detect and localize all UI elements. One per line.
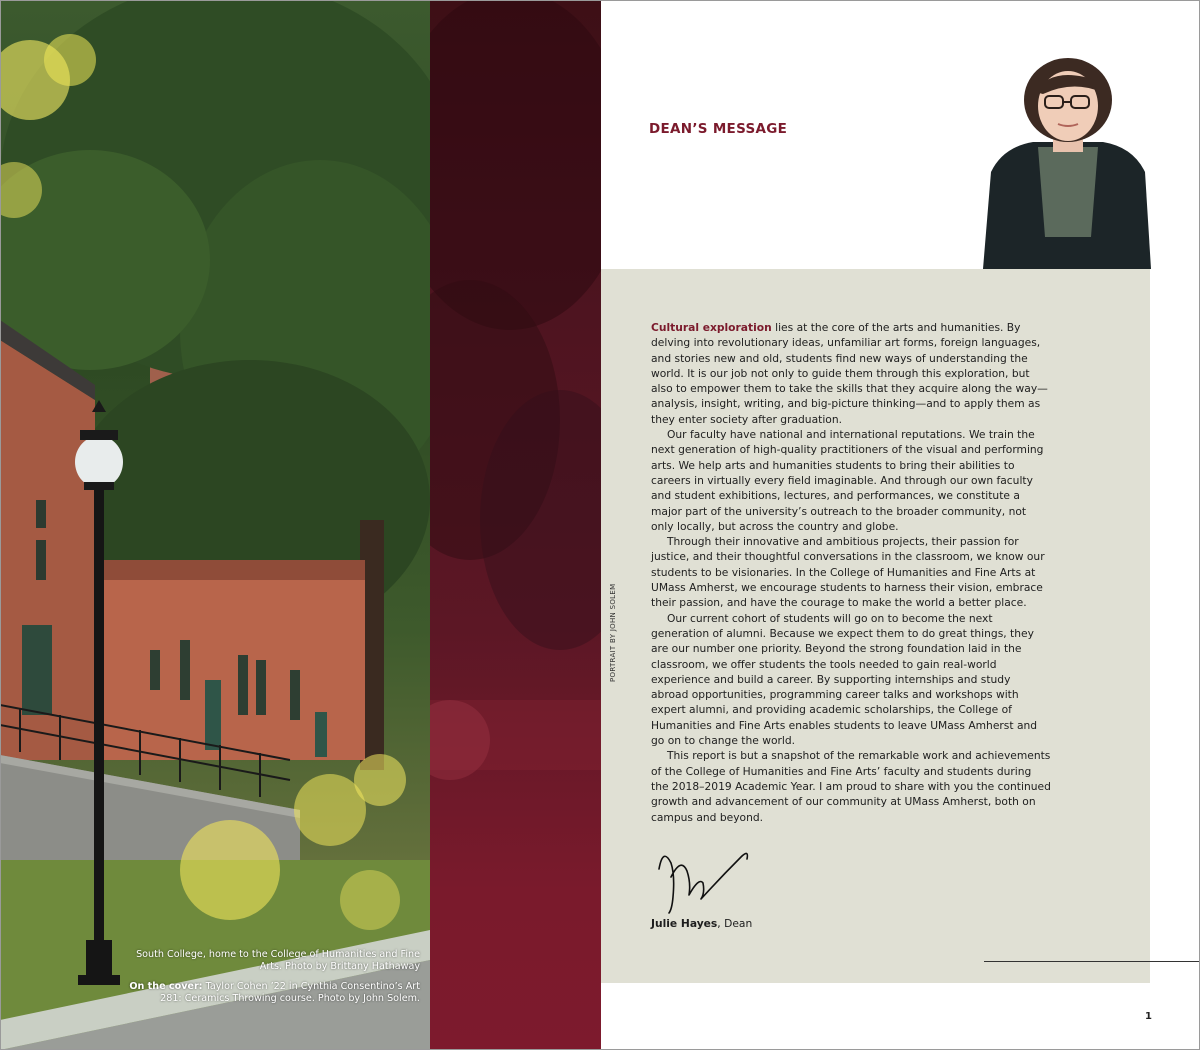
page-number: 1	[1145, 1011, 1152, 1022]
message-paragraph	[651, 320, 1051, 427]
message-paragraph: Our current cohort of students will go on to become the next generation of alumni. Because we expect them to do great things, they are our number one priority. Beyond the strong foundation laid in the classroom, we offer students the tools needed to gain real-world experience and build a career. By supporting internships and study abroad opportunities, programming career talks and workshops with expert alumni, and providing academic scholarships, the College of Humanities and Fine Arts enables students to leave UMass Amherst and go on to change the world.	[651, 611, 1038, 748]
signer-block	[651, 917, 752, 930]
campus-photo	[0, 0, 430, 1050]
dean-message-page	[601, 0, 1200, 1050]
lead-in-phrase: Cultural exploration	[651, 321, 772, 334]
dean-portrait	[983, 52, 1153, 269]
message-paragraph: Through their innovative and ambitious projects, their passion for justice, and their thoughtful conversations in the classroom, we know our students to be visionaries. In the College of Humanities and Fine Arts at UMass Amherst, we encourage students to harness their vision, embrace their passion, and have the courage to make the world a better place.	[651, 535, 1045, 610]
footer-rule	[984, 961, 1200, 962]
message-panel	[601, 269, 1150, 983]
paragraph-text: lies at the core of the arts and humanities. By delving into revolutionary ideas, unfamiliar art forms, foreign languages, and stories new and old, students find new ways of understanding the world. It is our job not only to guide them through this exploration, but also to empower them to take the skills that they acquire along the way—analysis, insight, writing, and big-picture thinking—and to apply them as they enter society after graduation.	[651, 321, 1048, 426]
photo-caption: South College, home to the College of Humanities and Fine Arts. Photo by Brittany Hathaway	[136, 949, 420, 972]
tree-silhouette	[430, 0, 601, 1050]
signer-name: Julie Hayes	[651, 917, 718, 930]
message-paragraph: Our faculty have national and international reputations. We train the next generation of high-quality practitioners of the visual and performing arts. We help arts and humanities students to bring their abilities to careers in virtually every field imaginable. And through our own faculty and student exhibitions, lectures, and performances, we constitute a major part of the university’s outreach to the broader community, not only locally, but across the country and globe.	[651, 428, 1044, 533]
section-title: DEAN’S MESSAGE	[649, 121, 788, 137]
cover-caption-label: On the cover:	[129, 981, 203, 992]
cover-caption	[120, 981, 420, 1005]
campus-photo-illustration	[0, 0, 430, 1050]
message-paragraph: This report is but a snapshot of the remarkable work and achievements of the College of Humanities and Fine Arts’ faculty and students during the 2018–2019 Academic Year. I am proud to share with you the continued growth and advancement of our community at UMass Amherst, both on campus and beyond.	[651, 749, 1051, 824]
message-body	[651, 320, 1051, 825]
maroon-overlay-band	[430, 0, 601, 1050]
signature-graphic	[651, 837, 761, 917]
cover-caption-text: Taylor Cohen ’22 in Cynthia Consentino’s Art 281: Ceramics Throwing course. Photo by John Solem.	[160, 981, 420, 1004]
portrait-credit: PORTRAIT BY JOHN SOLEM	[609, 583, 617, 682]
signer-title: , Dean	[717, 917, 753, 930]
portrait-illustration	[983, 52, 1153, 269]
